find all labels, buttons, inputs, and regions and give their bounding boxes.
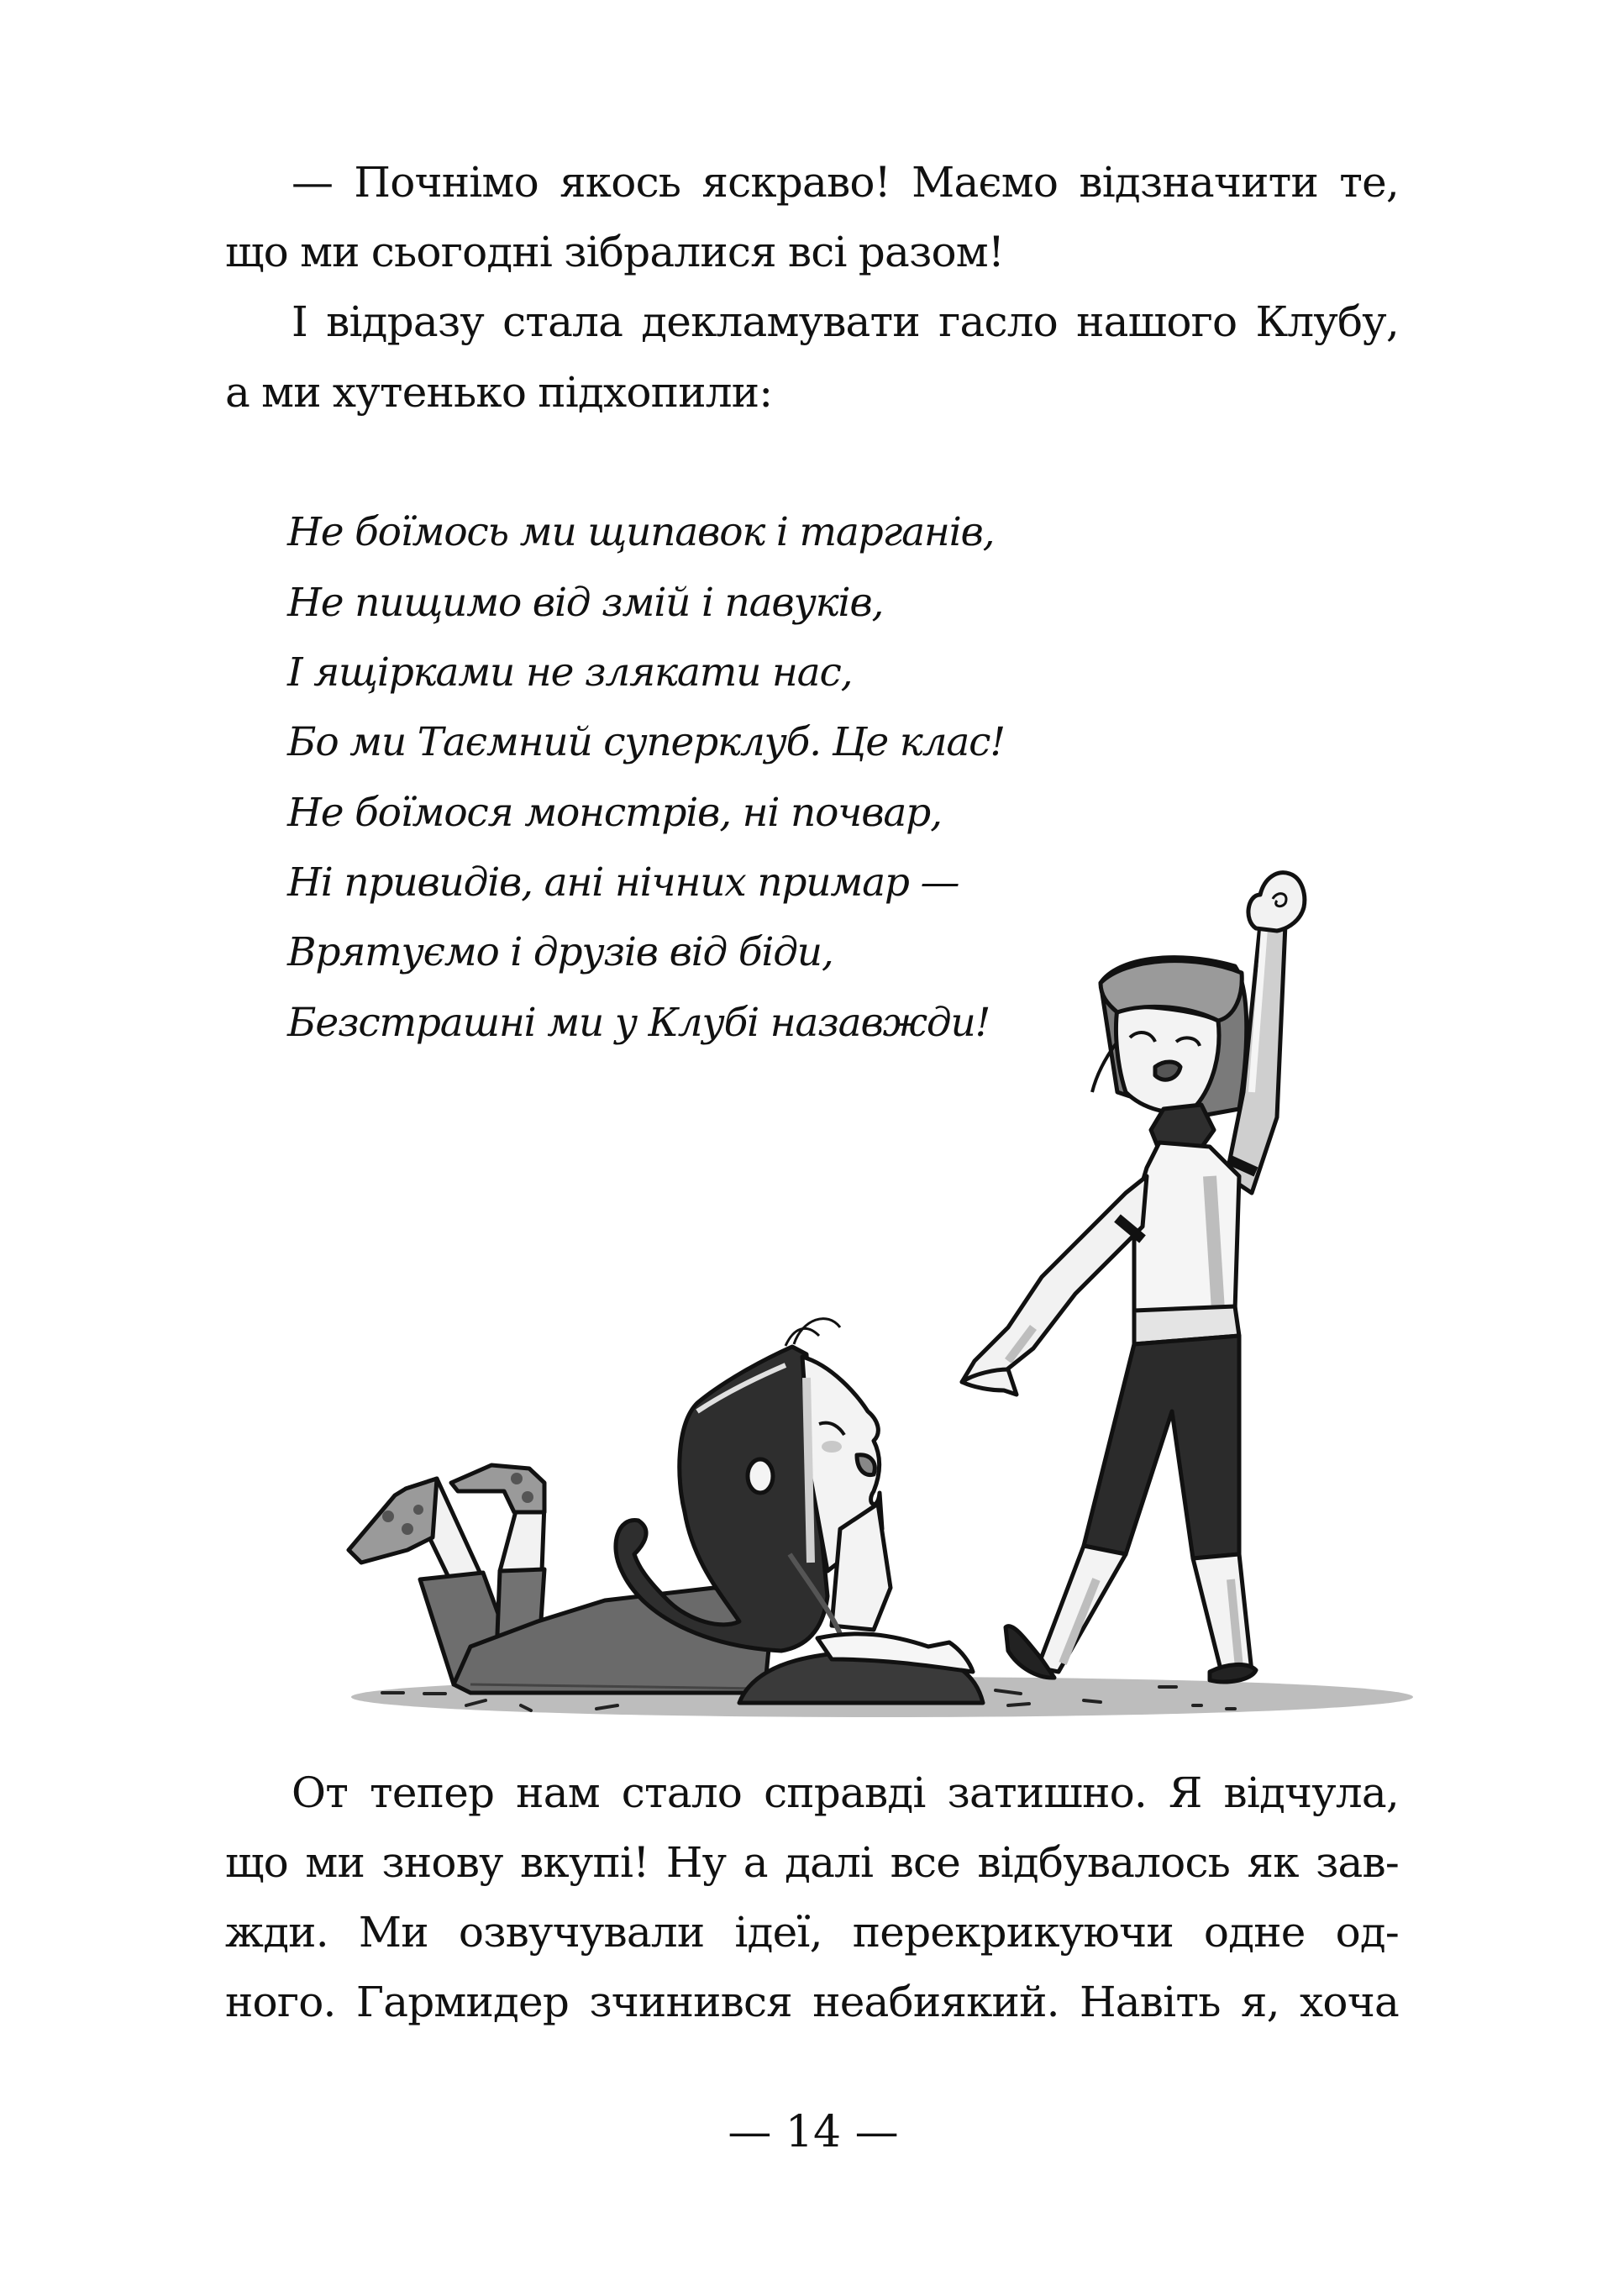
ground-shadow [351,1677,1413,1717]
paragraph-3-line-1: От тепер нам стало справді затишно. Я відчула, [292,1768,1399,1817]
paragraph-3-line-3: жди. Ми озвучували ідеї, перекрикуючи одне од- [225,1908,1399,1957]
lying-girl [349,1319,983,1703]
poem-line: Безстрашні ми у Клубі назавжди! [287,1000,990,1046]
poem-line: Ні привидів, ані нічних примар — [287,859,959,906]
poem-line: Не пищимо від змій і павуків, [287,580,884,626]
poem-line: Не боїмось ми щипавок і тарганів, [287,509,995,555]
paragraph-3-line-4: ного. Гармидер зчинився неабиякий. Навіть я, хоча [225,1978,1399,2026]
paragraph-2-line-1: І відразу стала декламувати гасло нашого Клубу, [292,297,1399,346]
ground-scratches [382,1687,1235,1710]
poem-line: Врятуємо і друзів від біди, [287,929,833,975]
standing-girl [962,873,1305,1682]
page-number: — 14 — [728,2107,899,2157]
paragraph-2-line-2: а ми хутенько підхопили: [225,368,773,417]
poem-line: Не боїмося монстрів, ні почвар, [287,790,942,836]
paragraph-1-line-2: що ми сьогодні зібралися всі разом! [225,228,1005,276]
paragraph-1-line-1: — Почнімо якось яскраво! Маємо відзначити те, [292,158,1399,207]
poem-line: Бо ми Таємний суперклуб. Це клас! [287,719,1005,765]
poem-line: І ящірками не злякати нас, [287,649,853,696]
paragraph-3-line-2: що ми знову вкупі! Ну а далі все відбувалось як зав- [225,1838,1399,1887]
